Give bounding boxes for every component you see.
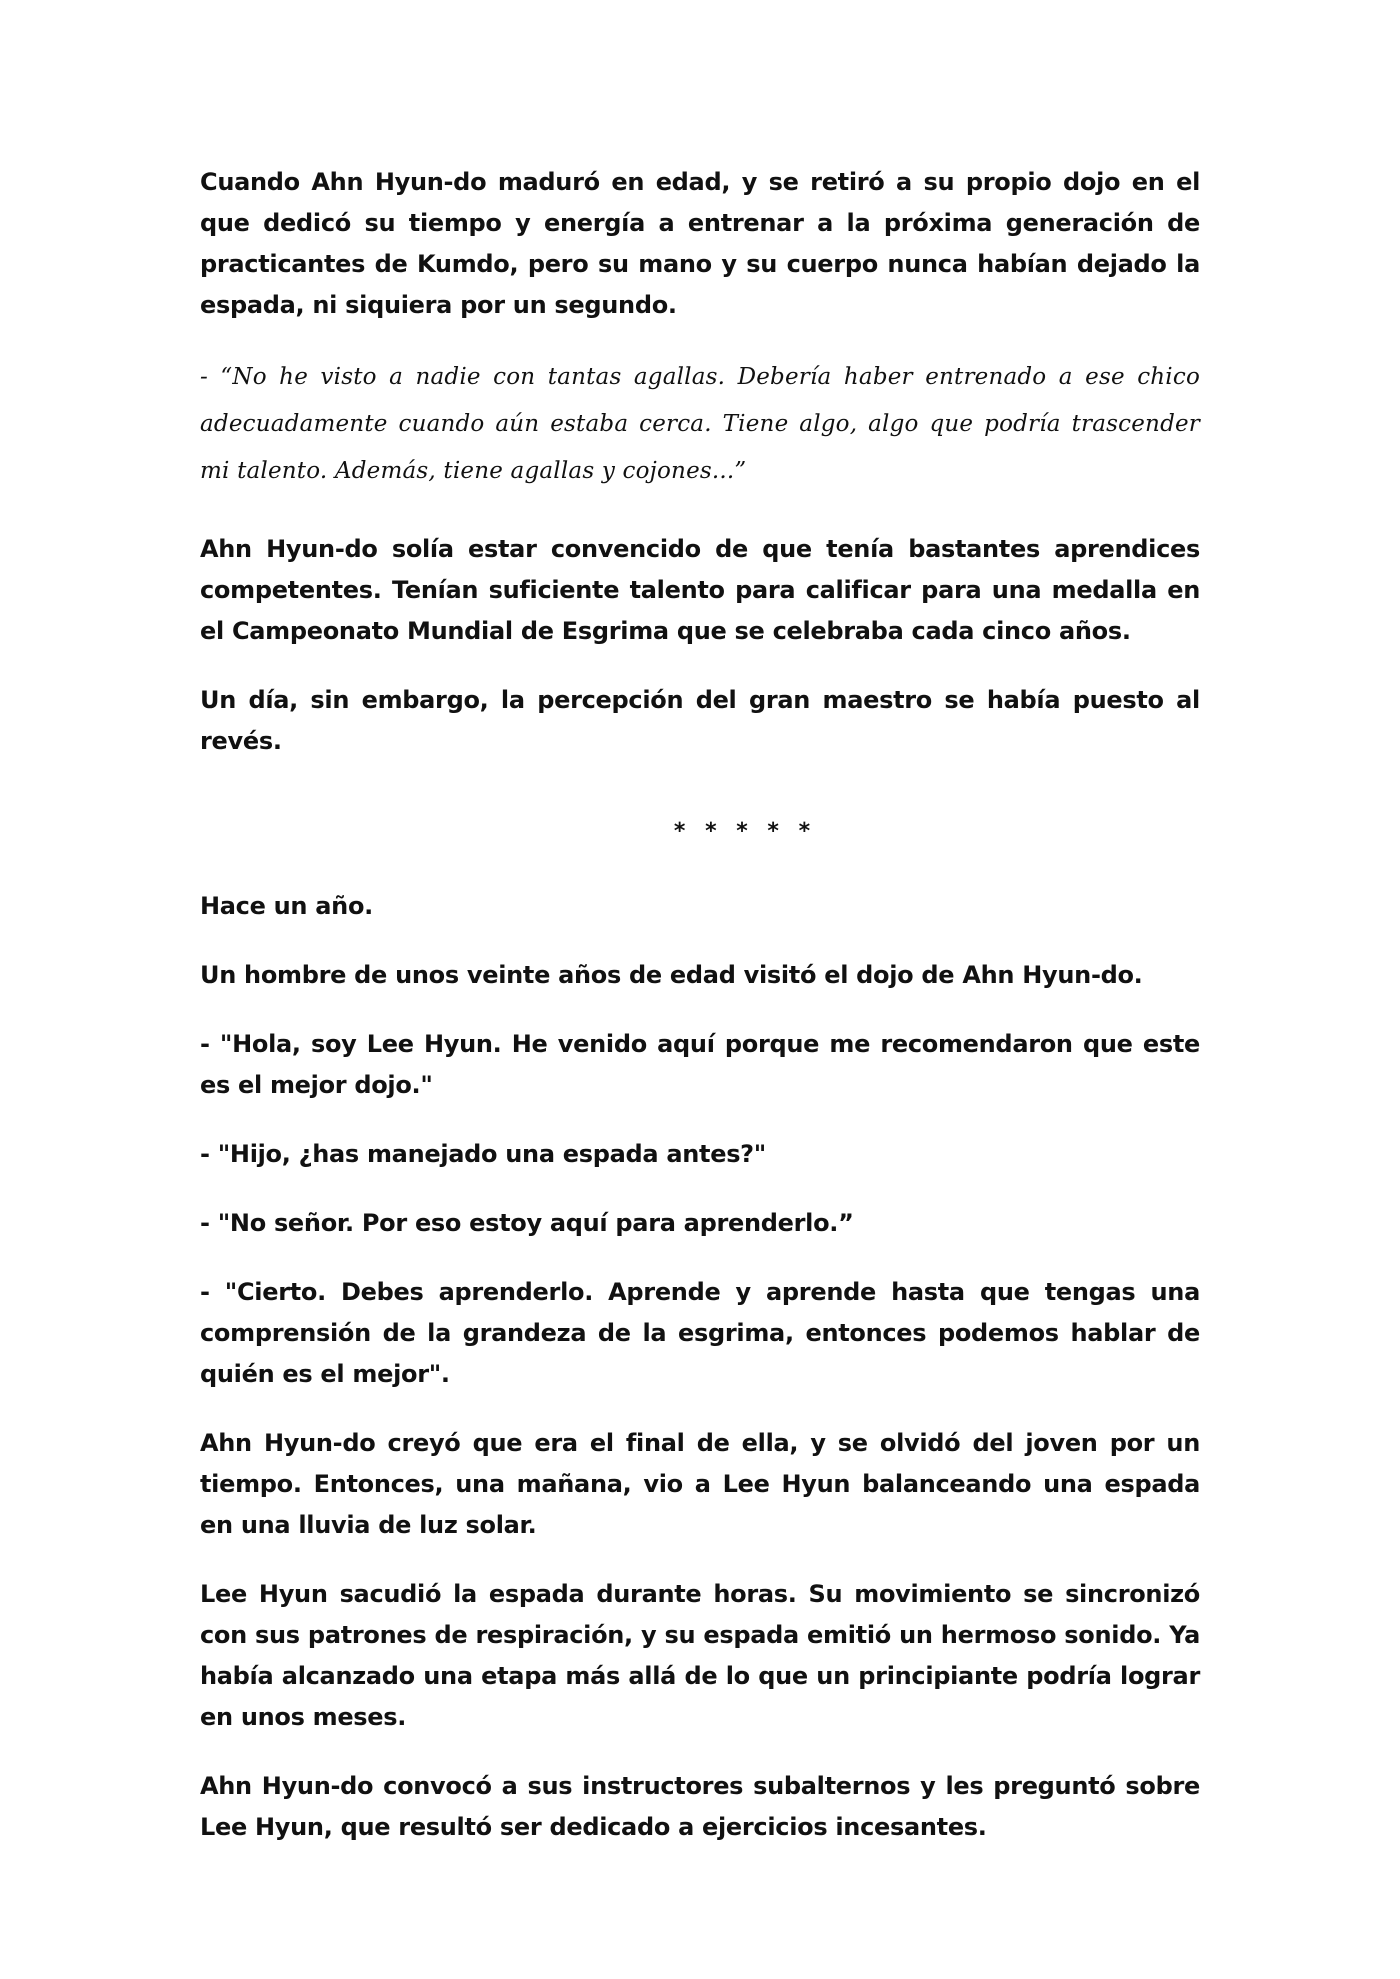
section-separator: * * * * * — [673, 819, 817, 844]
paragraph-year-ago: Hace un año. — [200, 892, 373, 920]
paragraph-morning: Ahn Hyun-do creyó que era el final de ella, y se olvidó del joven por un tiempo. Entonces, una mañana, vio a Lee Hyun balanceando una espada en una lluvia de luz solar. — [200, 1429, 1200, 1539]
dialogue-greeting: - "Hola, soy Lee Hyun. He venido aquí porque me recomendaron que este es el mejor dojo." — [200, 1030, 1200, 1099]
paragraph-retirement: Cuando Ahn Hyun-do maduró en edad, y se retiró a su propio dojo en el que dedicó su tiempo y energía a entrenar a la próxima generación de practicantes de Kumdo, pero su mano y su cuerpo nunca habían dejado la espada, ni siquiera por un segundo. — [200, 168, 1200, 319]
paragraph-apprentices: Ahn Hyun-do solía estar convencido de que tenía bastantes aprendices competentes. Tenían suficiente talento para calificar para una medalla en el Campeonato Mundial de Esgrima que se celebraba cada cinco años. — [200, 535, 1200, 645]
dialogue-master: - "Cierto. Debes aprenderlo. Aprende y aprende hasta que tengas una comprensión de la grandeza de la esgrima, entonces podemos hablar de quién es el mejor". — [200, 1278, 1200, 1388]
dialogue-answer: - "No señor. Por eso estoy aquí para aprenderlo.” — [200, 1209, 854, 1237]
paragraph-training: Lee Hyun sacudió la espada durante horas. Su movimiento se sincronizó con sus patrones de respiración, y su espada emitió un hermoso sonido. Ya había alcanzado una etapa más allá de lo que un principiante podría lograr en unos meses. — [200, 1580, 1200, 1731]
dialogue-question: - "Hijo, ¿has manejado una espada antes?" — [200, 1140, 767, 1168]
paragraph-perception: Un día, sin embargo, la percepción del gran maestro se había puesto al revés. — [200, 686, 1200, 755]
quote-agallas: - “No he visto a nadie con tantas agallas. Debería haber entrenado a ese chico adecuadamente cuando aún estaba cerca. Tiene algo, algo que podría trascender mi talento. Además, tiene agallas y cojones...” — [200, 364, 1200, 484]
paragraph-visit: Un hombre de unos veinte años de edad visitó el dojo de Ahn Hyun-do. — [200, 961, 1143, 989]
document-page — [200, 162, 1200, 1876]
paragraph-instructors: Ahn Hyun-do convocó a sus instructores subalternos y les preguntó sobre Lee Hyun, que resultó ser dedicado a ejercicios incesantes. — [200, 1772, 1200, 1841]
